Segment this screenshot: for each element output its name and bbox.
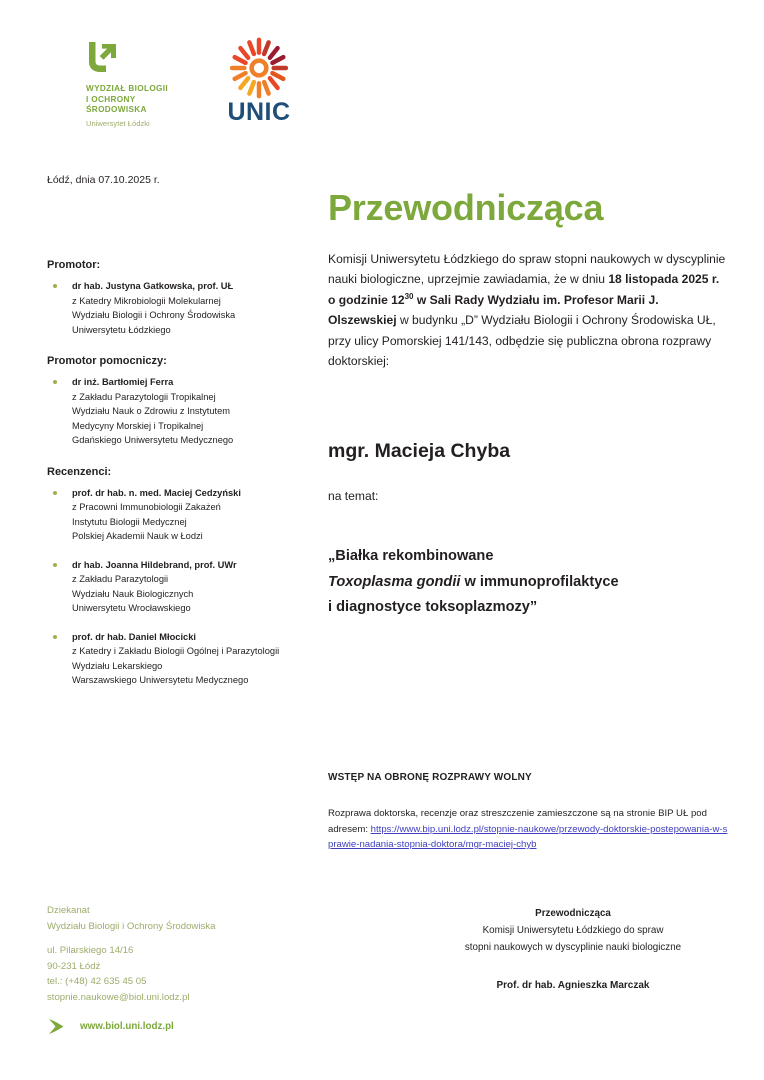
university-lodz-logo [86,40,206,129]
person-affiliation-line: z Pracowni Immunobiologii Zakażeń [72,502,221,512]
thesis-species-name: Toxoplasma gondii [328,573,461,590]
ul-logo-name-line-1: WYDZIAŁ BIOLOGII [86,84,169,93]
person-affiliation-line: Wydziału Biologii i Ochrony Środowiska [72,310,236,320]
bip-url-link[interactable]: https://www.bip.uni.lodz.pl/stopnie-naukowe/przewody-doktorskie-postepowania-w-sprawie-nadania-stopnia-doktora/mgr-maciej-chyb [328,823,728,850]
signature-role: Przewodnicząca [535,908,611,919]
sunburst-icon [226,36,292,100]
bullet-icon [53,563,57,567]
signature-name: Prof. dr hab. Agnieszka Marczak [496,980,650,991]
person-affiliation-line: z Katedry Mikrobiologii Molekularnej [72,295,221,306]
thesis-line-3: i diagnostyce toksoplazmozy” [328,599,538,616]
thesis-title [328,544,728,621]
person-affiliation-line: z Zakładu Parazytologii Tropikalnej [72,391,216,402]
ul-logo-name-line-2: I OCHRONY [86,94,136,104]
group-recenzenci [47,465,309,688]
person-affiliation-line: Wydziału Nauk Biologicznych [72,588,194,599]
person-entry [47,486,309,544]
contact-phone: tel.: (+48) 42 635 45 05 [47,976,147,987]
dean-office-label: Dziekanat [47,905,90,916]
thesis-line-2 [328,570,728,596]
person-entry [47,279,309,337]
arrow-right-icon [47,1018,69,1035]
person-affiliation-line: Wydziału Lekarskiego [72,660,163,671]
group-title-promotor-pomocniczy: Promotor pomocniczy: [47,355,167,367]
free-entry-notice: WSTĘP NA OBRONĘ ROZPRAWY WOLNY [328,772,532,783]
address-street: ul. Pilarskiego 14/16 [47,945,134,956]
bip-note-text: Rozprawa doktorska, recenzje oraz streszczenie zamieszczone są na stronie BIP UŁ pod adresem: [328,808,707,835]
person-name: dr hab. Joanna Hildebrand, prof. UWr [72,559,237,570]
website-url[interactable]: www.biol.uni.lodz.pl [80,1020,174,1032]
signature-block [408,905,738,994]
bullet-icon [53,635,57,639]
person-affiliation-line: z Katedry i Zakładu Biologii Ogólnej i Parazytologii [72,646,280,656]
group-title-recenzenci: Recenzenci: [47,465,112,478]
person-affiliation-line: Warszawskiego Uniwersytetu Medycznego [72,675,249,685]
ul-logo-name [86,84,206,116]
group-title-promotor: Promotor: [47,259,101,271]
thesis-line-1: „Białka rekombinowane [328,548,494,565]
bip-note [328,806,728,853]
lead-time-minutes-superscript: 30 [404,291,414,301]
person-entry [47,558,309,616]
person-entry [47,375,309,448]
bullet-icon [53,380,57,384]
topic-label: na temat: [328,489,379,504]
person-affiliation-line: Instytutu Biologii Medycznej [72,516,187,527]
contact-email[interactable]: stopnie.naukowe@biol.uni.lodz.pl [47,991,190,1003]
group-promotor [47,258,309,337]
person-name: prof. dr hab. Daniel Młocicki [72,631,196,642]
lead-bold-venue: w Sali Rady Wydziału im. Profesor Marii J. Olszewskiej [328,292,659,328]
page-title: Przewodnicząca [328,187,604,228]
person-affiliation-line: z Zakładu Parazytologii [72,574,169,584]
candidate-name: mgr. Macieja Chyba [328,440,511,463]
spacer [47,934,309,943]
lead-bold-date-time: 18 listopada 2025 r. o godzinie 12 [328,272,720,307]
lead-part-1: Komisji Uniwersytetu Łódzkiego do spraw stopni naukowych w dyscyplinie nauki biologiczne, uprzejmie zawiadamia, że w dniu [328,252,726,287]
bullet-icon [53,284,57,288]
unic-logo [214,36,304,125]
date-line: Łódź, dnia 07.10.2025 r. [47,174,160,186]
website-row[interactable] [47,1018,309,1035]
signature-commission-line-1: Komisji Uniwersytetu Łódzkiego do spraw [482,925,664,936]
address-city: 90-231 Łódź [47,960,101,972]
lead-part-2: w budynku „D” Wydziału Biologii i Ochrony Środowiska UŁ, przy ulicy Pomorskiej 141/143, odbędzie się publiczna obrona rozprawy doktorskiej: [328,313,716,369]
announcement-paragraph [328,249,728,371]
arrow-in-c-shape-icon [86,40,120,74]
person-affiliation-line: Gdańskiego Uniwersytetu Medycznego [72,435,234,445]
logo-band [0,0,764,150]
person-entry [47,630,309,688]
ul-logo-name-line-3: ŚRODOWISKA [86,105,147,115]
bullet-icon [53,491,57,495]
announcement-column [328,186,728,621]
faculty-contact-block [47,903,309,1035]
person-name: dr hab. Justyna Gatkowska, prof. UŁ [72,281,234,291]
person-affiliation-line: Polskiej Akademii Nauk w Łodzi [72,531,203,541]
person-affiliation-line: Uniwersytetu Wrocławskiego [72,603,191,613]
person-affiliation-line: Uniwersytetu Łódzkiego [72,324,171,335]
group-promotor-pomocniczy [47,354,309,448]
person-affiliation-line: Wydziału Nauk o Zdrowiu z Instytutem [72,406,231,416]
person-affiliation-line: Medycyny Morskiej i Tropikalnej [72,420,204,431]
ul-logo-subtitle: Uniwersytet Łódzki [86,118,150,128]
faculty-name: Wydziału Biologii i Ochrony Środowiska [47,920,216,932]
unic-wordmark: UNIC [227,98,291,126]
person-name: prof. dr hab. n. med. Maciej Cedzyński [72,487,241,498]
thesis-line-2-rest: w immunoprofilaktyce [460,573,619,590]
person-name: dr inż. Bartłomiej Ferra [72,377,174,387]
supervisors-reviewers-column [47,258,309,688]
signature-commission-line-2: stopni naukowych w dyscyplinie nauki biologiczne [464,942,682,953]
